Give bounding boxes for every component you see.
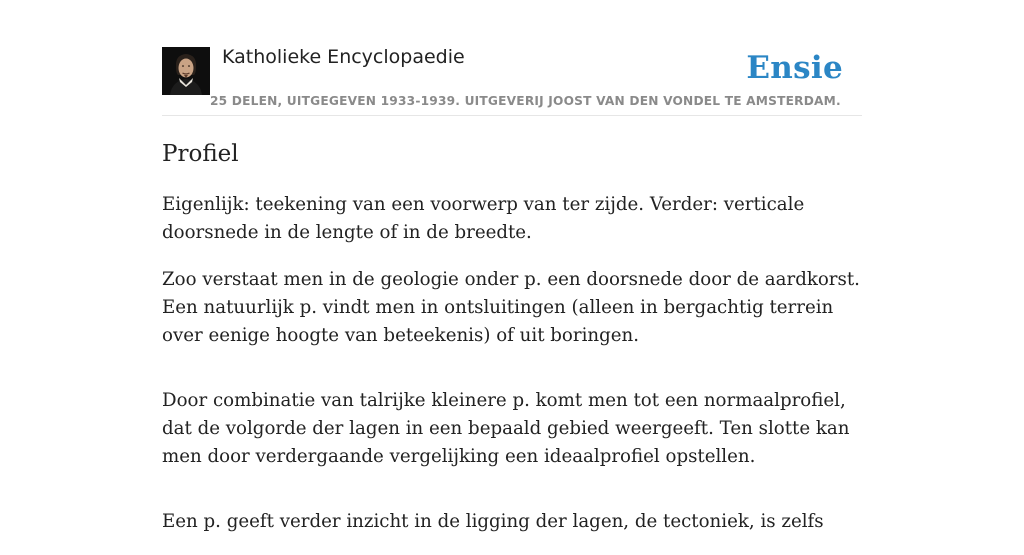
entry-title: Profiel [162, 141, 239, 167]
ensie-logo-link[interactable]: Ensie [746, 50, 843, 86]
portrait-avatar-icon[interactable] [162, 47, 210, 95]
entry-paragraph: Eigenlijk: teekening van een voorwerp van ter zijde. Verder: verticale doorsnede in de lengte of in de breedte. [162, 194, 805, 243]
book-subtitle: 25 DELEN, UITGEGEVEN 1933-1939. UITGEVERIJ JOOST VAN DEN VONDEL TE AMSTERDAM. [210, 94, 841, 108]
entry-paragraph: Door combinatie van talrijke kleinere p. komt men tot een normaalprofiel, dat de volgorde der lagen in een bepaald gebied weergeeft. Ten slotte kan men door verdergaande vergelijking een ideaalprofiel opstellen. [162, 390, 850, 467]
book-title[interactable]: Katholieke Encyclopaedie [222, 46, 465, 68]
entry-content [162, 138, 862, 555]
entry-paragraph: Een p. geeft verder inzicht in de ligging der lagen, de tectoniek, is zelfs [162, 511, 824, 532]
header [162, 44, 862, 116]
entry-paragraph: Zoo verstaat men in de geologie onder p. een doorsnede door de aardkorst. Een natuurlijk p. vindt men in ontsluitingen (alleen in bergachtig terrein over eenige hoogte van beteekenis) of uit boringen. [162, 269, 860, 346]
